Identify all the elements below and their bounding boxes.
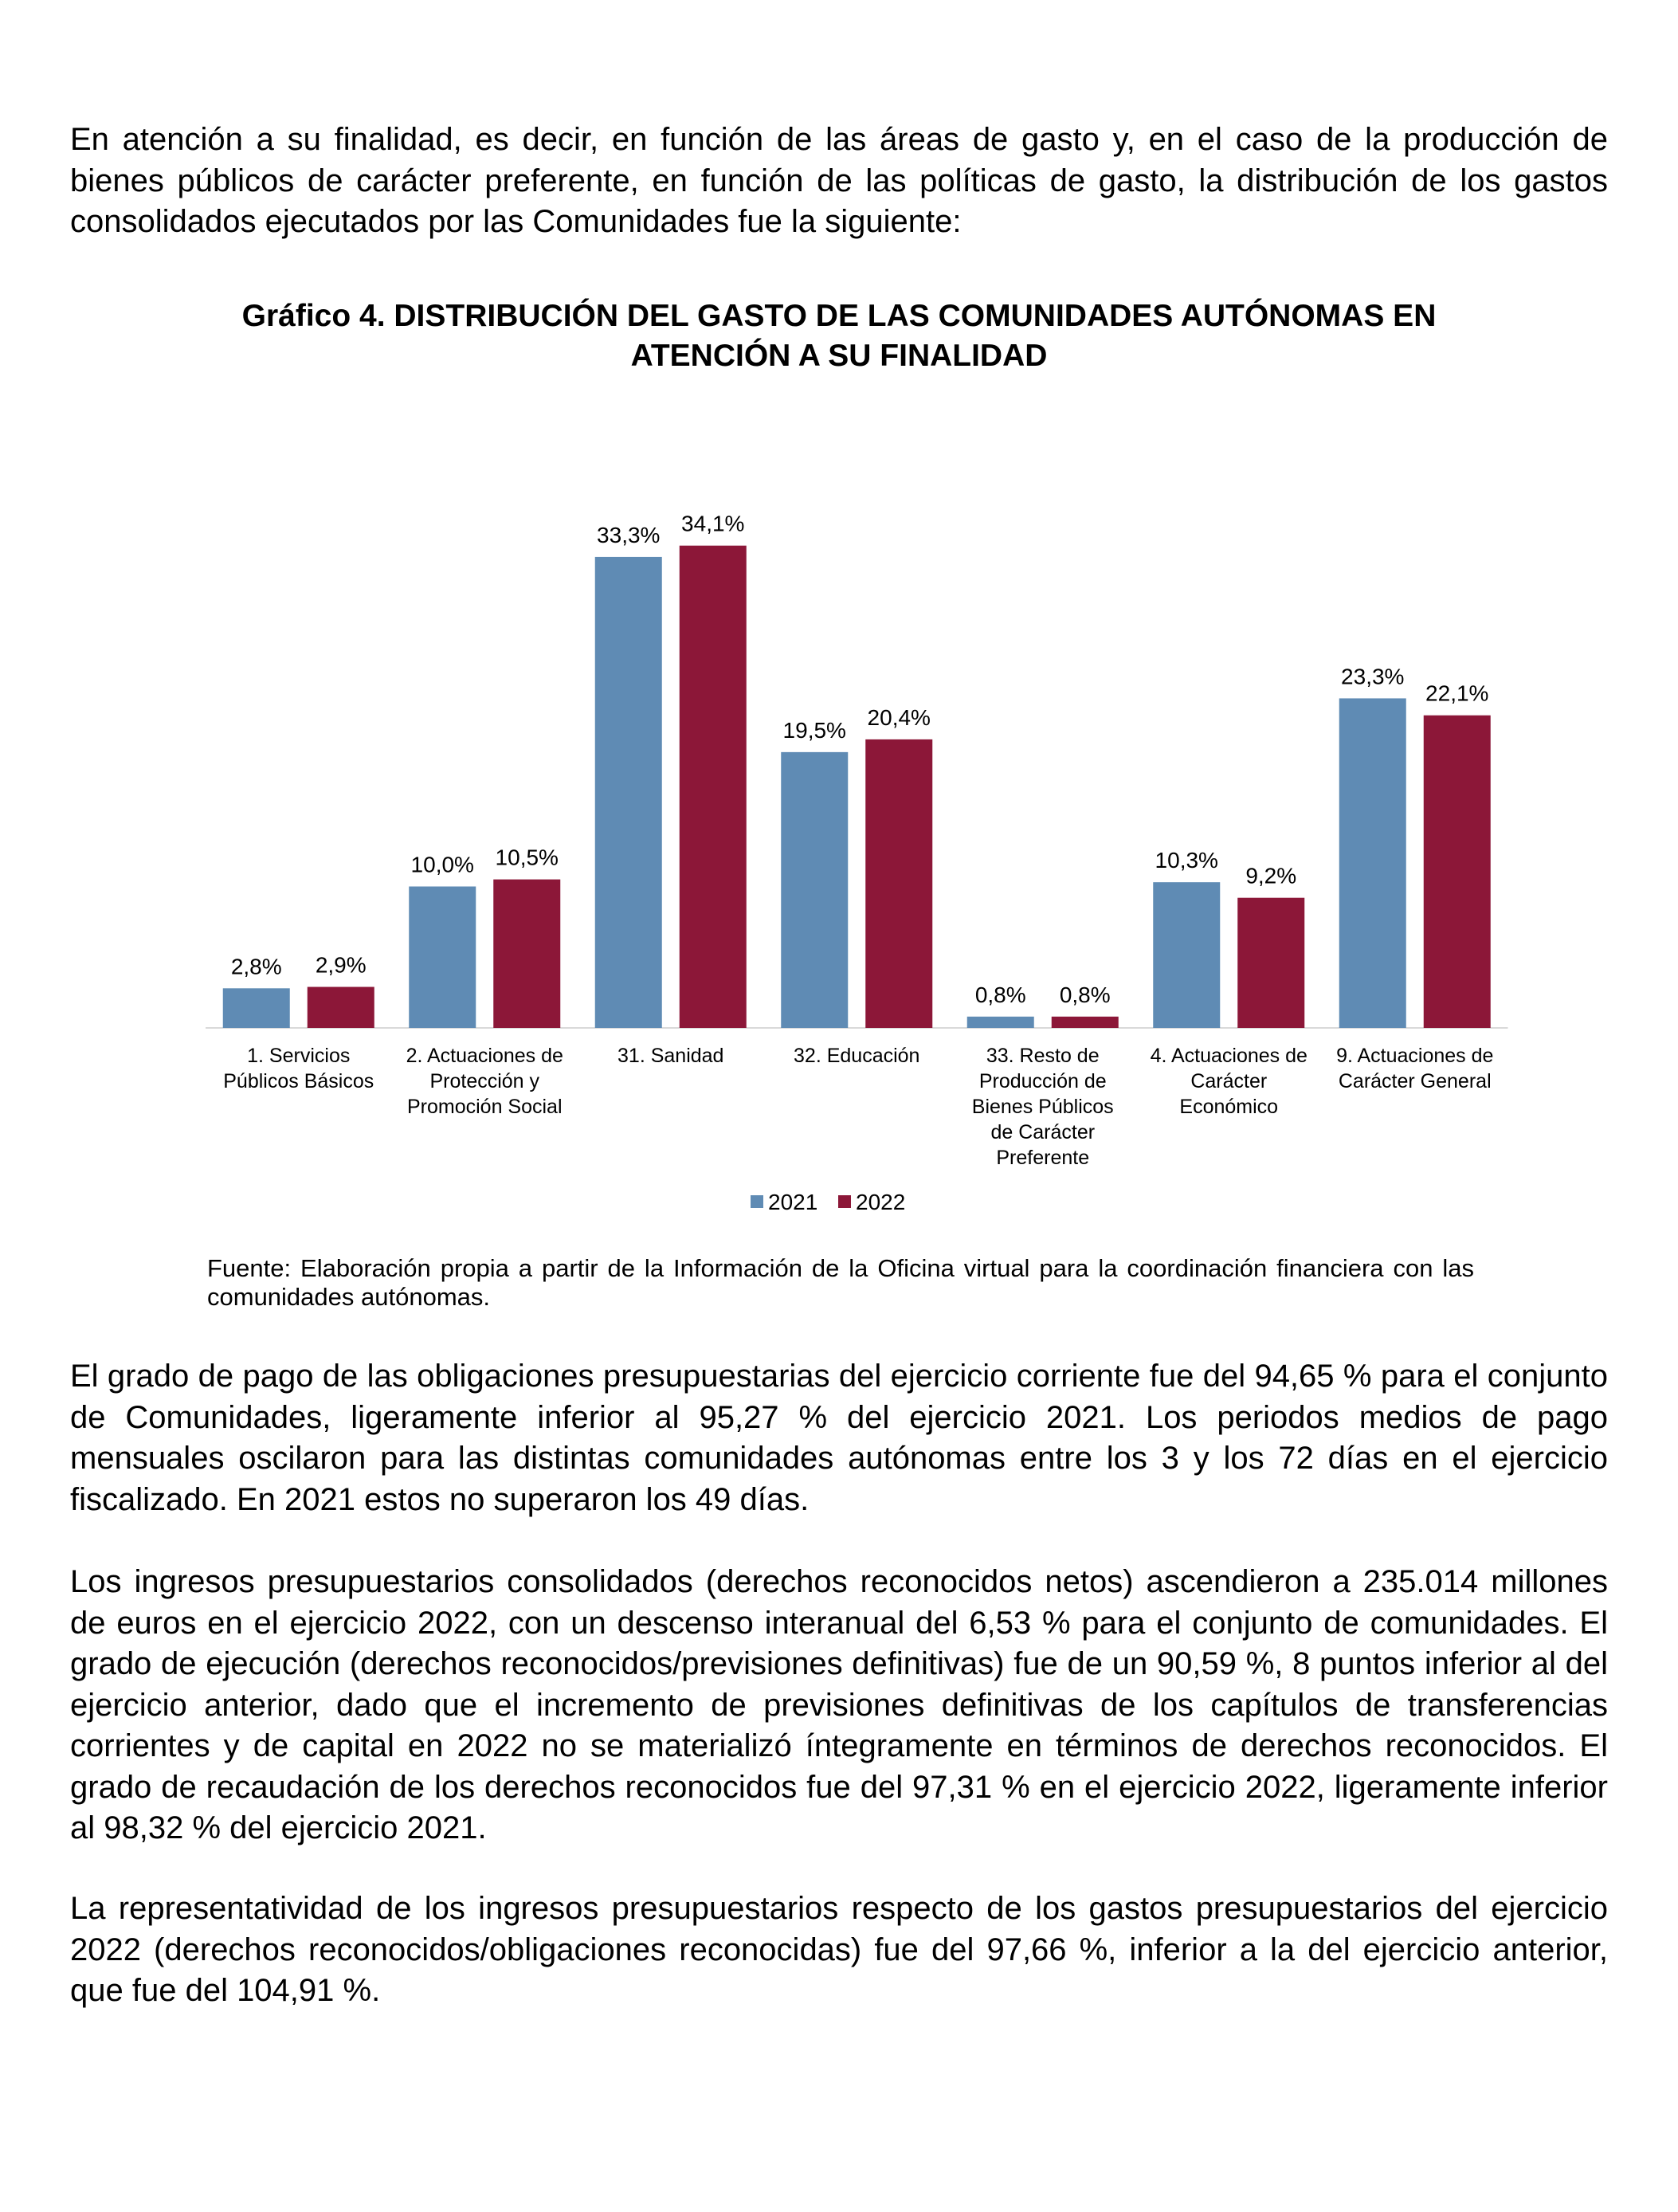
- bar-2022-7: [1424, 716, 1491, 1028]
- data-label-2022-6: 9,2%: [1245, 863, 1297, 888]
- chart-title: [70, 296, 1608, 376]
- data-label-2021-1: 2,8%: [230, 954, 282, 979]
- chart-title-line-2: ATENCIÓN A SU FINALIDAD: [630, 339, 1048, 373]
- ingresos-paragraph: Los ingresos presupuestarios consolidados (derechos reconocidos netos) ascendieron a 235.014 millones de euros en el ejercicio 2022, con un descenso interanual del 6,53 % para el conjunto de comunidades. El grado de ejecución (derechos reconocidos/previsiones definitivas) fue de un 90,59 %, 8 puntos inferior al del ejercicio anterior, dado que el incremento de previsiones definitivas de los capítulos de transferencias corrientes y de capital en 2022 no se materializó íntegramente en términos de derechos reconocidos. El grado de recaudación de los derechos reconocidos fue del 97,31 % en el ejercicio 2022, ligeramente inferior al 98,32 % del ejercicio 2021.: [70, 1564, 1608, 1845]
- category-label-6-line-3: Económico: [1179, 1096, 1279, 1118]
- category-label-6-line-1: 4. Actuaciones de: [1150, 1045, 1308, 1067]
- bar-2022-5: [1052, 1017, 1119, 1028]
- category-label-5-line-3: Bienes Públicos: [971, 1096, 1114, 1118]
- bar-2021-1: [223, 988, 290, 1028]
- bar-2022-6: [1237, 898, 1304, 1028]
- bar-2021-7: [1339, 698, 1406, 1028]
- chart-source: Fuente: Elaboración propia a partir de la Información de la Oficina virtual para la coordinación financiera con las comunidades autónomas.: [207, 1254, 1474, 1311]
- chart-title-line-1: Gráfico 4. DISTRIBUCIÓN DEL GASTO DE LAS COMUNIDADES AUTÓNOMAS EN: [241, 299, 1437, 333]
- category-label-5-line-2: Producción de: [978, 1070, 1107, 1092]
- pago-paragraph: El grado de pago de las obligaciones presupuestarias del ejercicio corriente fue del 94,65 % para el conjunto de Comunidades, ligeramente inferior al 95,27 % del ejercicio 2021. Los periodos medios de pago mensuales oscilaron para las distintas comunidades autónomas entre los 3 y los 72 días en el ejercicio fiscalizado. En 2021 estos no superaron los 49 días.: [70, 1359, 1608, 1517]
- bar-2021-6: [1153, 882, 1220, 1028]
- legend-label-2021: 2021: [768, 1190, 818, 1214]
- representatividad-paragraph: La representatividad de los ingresos presupuestarios respecto de los gastos presupuestarios del ejercicio 2022 (derechos reconocidos/obligaciones reconocidas) fue del 97,66 %, inferior a la del ejercicio anterior, que fue del 104,91 %.: [70, 1891, 1608, 2008]
- data-label-2022-2: 10,5%: [495, 845, 559, 870]
- bar-2022-2: [493, 880, 560, 1028]
- category-label-7-line-2: Carácter General: [1338, 1070, 1492, 1092]
- data-label-2022-7: 22,1%: [1425, 680, 1489, 706]
- bar-2022-4: [865, 739, 932, 1028]
- category-label-2-line-3: Promoción Social: [406, 1096, 563, 1118]
- category-label-3-line-1: 31. Sanidad: [617, 1045, 724, 1067]
- data-label-2021-3: 33,3%: [597, 522, 661, 547]
- category-label-1-line-1: 1. Servicios: [247, 1045, 351, 1067]
- data-label-2022-4: 20,4%: [867, 704, 931, 730]
- data-label-2021-6: 10,3%: [1155, 848, 1218, 873]
- category-label-4-line-1: 32. Educación: [794, 1045, 920, 1067]
- category-label-2-line-1: 2. Actuaciones de: [406, 1045, 563, 1067]
- data-label-2022-3: 34,1%: [681, 511, 745, 536]
- bar-2021-3: [595, 557, 662, 1028]
- data-label-2021-5: 0,8%: [974, 982, 1026, 1007]
- legend-label-2022: 2022: [856, 1190, 906, 1214]
- bar-2021-5: [967, 1017, 1034, 1028]
- data-label-2021-7: 23,3%: [1341, 664, 1405, 689]
- bar-2021-2: [409, 887, 476, 1029]
- data-label-2021-2: 10,0%: [410, 852, 474, 877]
- bar-2022-3: [680, 546, 747, 1028]
- intro-paragraph: En atención a su finalidad, es decir, en función de las áreas de gasto y, en el caso de la producción de bienes públicos de carácter preferente, en función de las políticas de gasto, la distribución de los gastos consolidados ejecutados por las Comunidades fue la siguiente:: [70, 122, 1608, 239]
- category-label-7-line-1: 9. Actuaciones de: [1336, 1045, 1494, 1067]
- category-label-6-line-2: Carácter: [1190, 1070, 1268, 1092]
- category-label-5-line-5: Preferente: [996, 1147, 1090, 1169]
- legend-swatch-2021: [751, 1195, 763, 1208]
- data-label-2022-5: 0,8%: [1059, 982, 1111, 1007]
- bar-2022-1: [308, 987, 374, 1028]
- category-label-5-line-4: de Carácter: [990, 1121, 1096, 1143]
- data-label-2021-4: 19,5%: [782, 717, 846, 743]
- category-label-1-line-2: Públicos Básicos: [223, 1070, 374, 1092]
- category-label-2-line-2: Protección y: [429, 1070, 540, 1092]
- category-label-5-line-1: 33. Resto de: [986, 1045, 1100, 1067]
- bar-2021-4: [781, 752, 848, 1028]
- data-label-2022-1: 2,9%: [315, 952, 367, 978]
- legend-swatch-2022: [838, 1195, 851, 1208]
